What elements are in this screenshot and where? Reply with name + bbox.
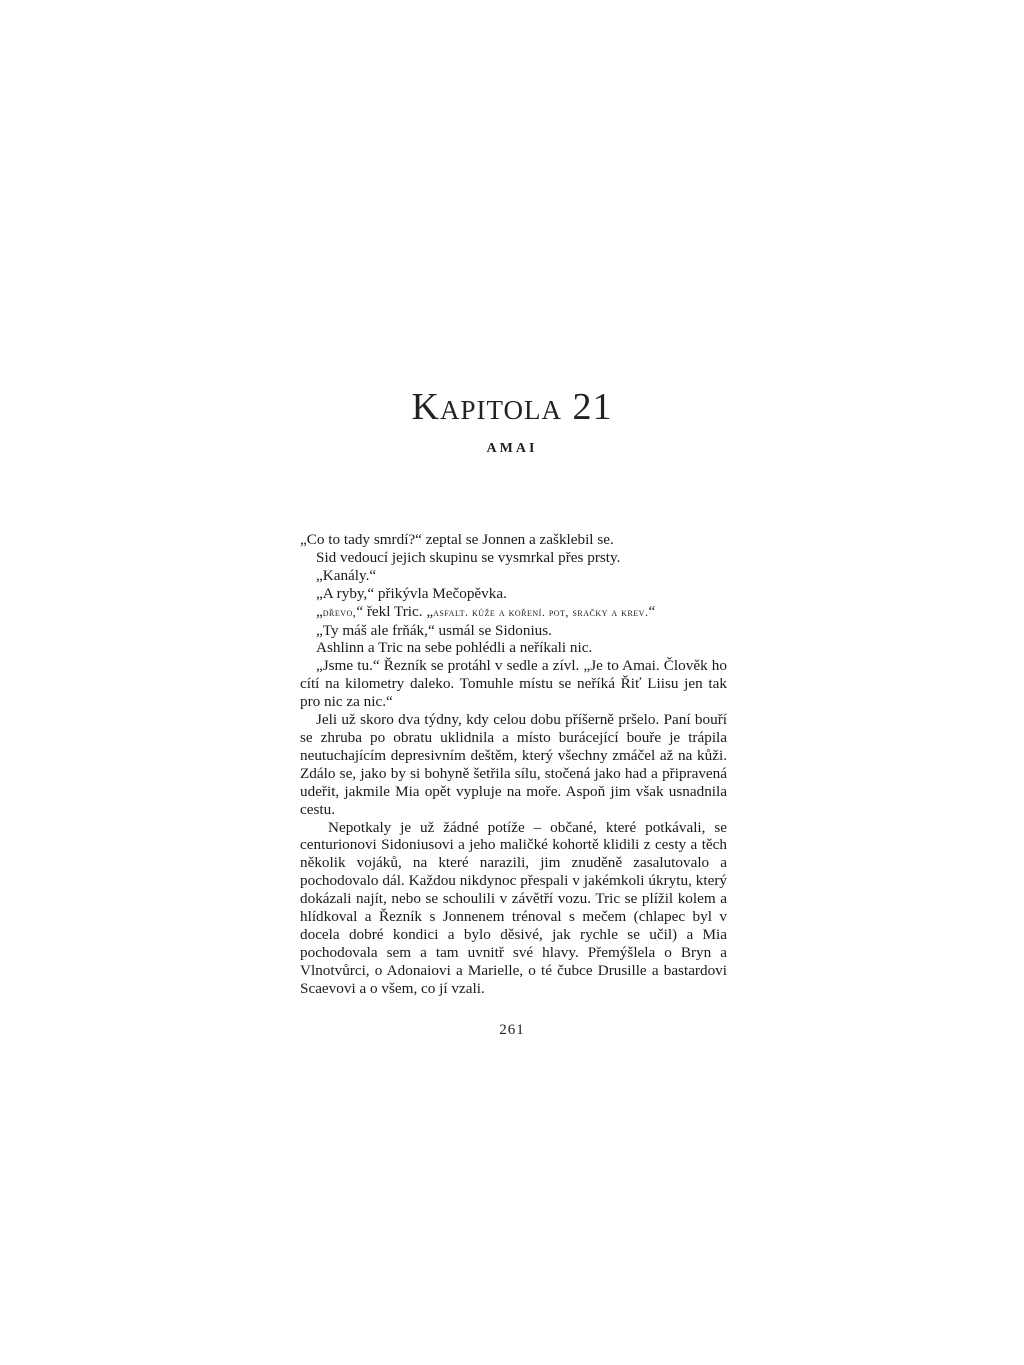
- paragraph: „Jsme tu.“ Řezník se protáhl v sedle a zívl. „Je to Amai. Člověk ho cítí na kilometry daleko. Tomuhle místu se neříká Řiť Liisu jen tak pro nic za nic.“: [300, 657, 727, 711]
- paragraph: Ashlinn a Tric na sebe pohlédli a neříkali nic.: [316, 639, 593, 657]
- small-caps-text: dřevo,: [322, 604, 357, 619]
- text-fragment: “: [648, 602, 656, 620]
- paragraph: Nepotkaly je už žádné potíže – občané, které potkávali, se centurionovi Sidoniusovi a jeho maličké kohortě klidili z cesty a těch několik vojáků, na které narazili, jim znuděně zasalutovalo a pochodovalo dál. Každou nikdynoc přespali v jakémkoli úkrytu, který dokázali najít, nebo se schoulili v závětří vozu. Tric se plížil kolem a hlídkoval a Řezník s Jonnenem trénoval s mečem (chlapec byl v docela dobré kondici a bylo děsivé, jak rychle se učil) a Mia pochodovala sem a tam uvnitř své hlavy. Přemýšlela o Bryn a Vlnotvůrci, o Adonaiovi a Marielle, o té čubce Drusille a bastardovi Scaevovi a o všem, co jí vzali.: [300, 818, 727, 997]
- paragraph: „A ryby,“ přikývla Mečopěvka.: [316, 584, 507, 602]
- paragraph: „Co to tady smrdí?“ zeptal se Jonnen a zašklebil se.: [300, 531, 614, 548]
- small-caps-text: asfalt. kůže a koření. pot, sračky a krev.: [433, 604, 649, 619]
- paragraph: „Ty máš ale frňák,“ usmál se Sidonius.: [316, 621, 552, 639]
- body-text: [300, 531, 727, 998]
- text-fragment: “ řekl Tric. „: [356, 602, 434, 620]
- paragraph: Jeli už skoro dva týdny, kdy celou dobu příšerně pršelo. Paní bouří se zhruba po obratu uklidnila a místo burácející bouře je trápila neutuchajícím depresivním deštěm, který všechny zmáčel až na kůži. Zdálo se, jako by si bohyně šetřila sílu, stočená jako had a připravená udeřit, jakmile Mia opět vypluje na moře. Aspoň jim však usnadnila cestu.: [300, 711, 727, 818]
- page-number: 261: [499, 1022, 525, 1038]
- paragraph: [300, 603, 727, 622]
- paragraph: Sid vedoucí jejich skupinu se vysmrkal přes prsty.: [316, 548, 621, 566]
- paragraph: „Kanály.“: [316, 566, 377, 584]
- text-fragment: „: [316, 602, 323, 620]
- chapter-subtitle: AMAI: [486, 441, 538, 456]
- chapter-title: Kapitola 21: [411, 386, 613, 428]
